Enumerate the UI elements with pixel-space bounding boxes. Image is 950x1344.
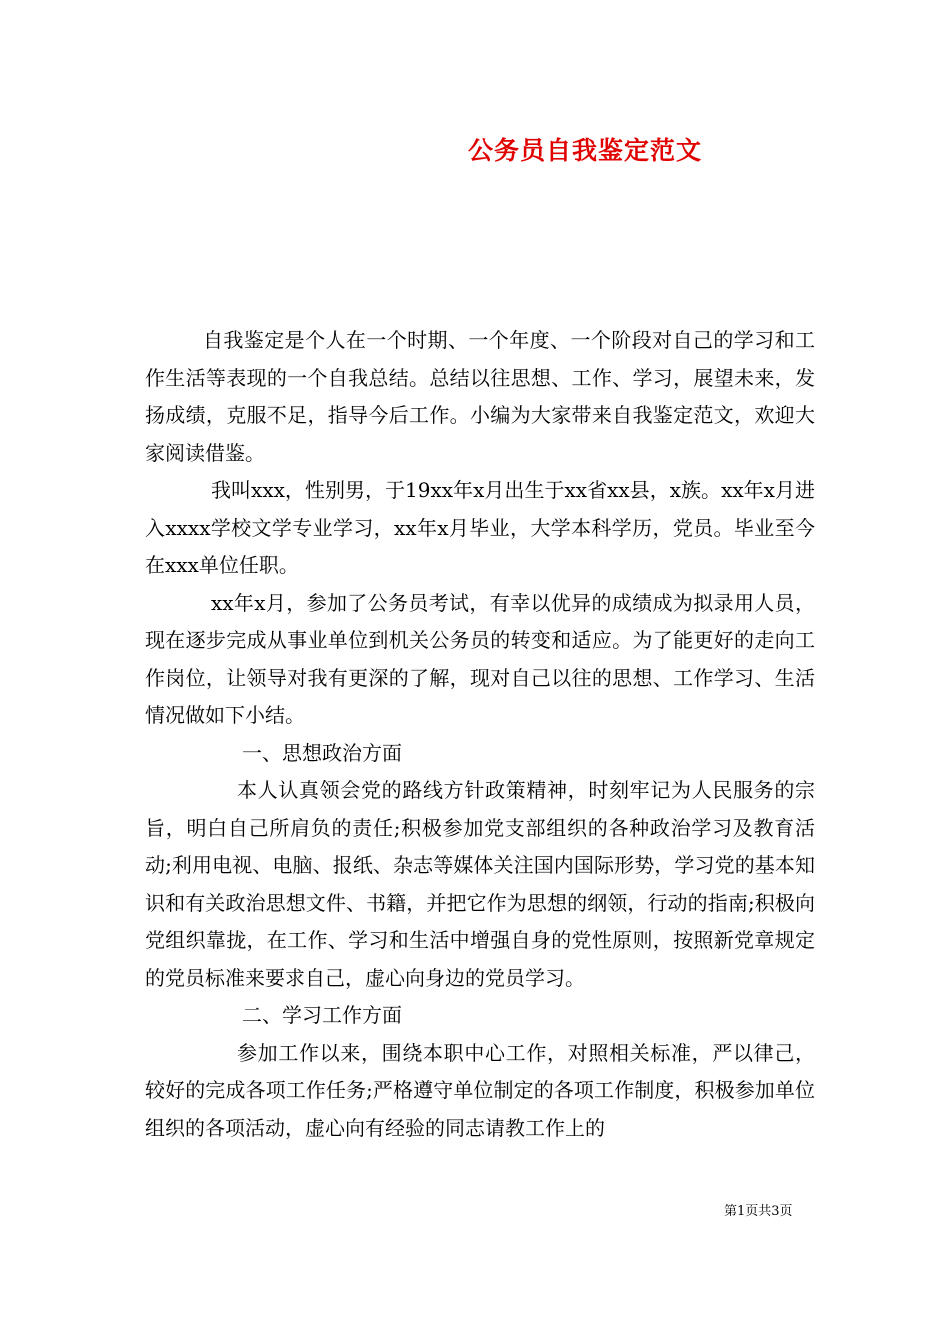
personal-info-paragraph: 我叫xxx，性别男，于19xx年x月出生于xx省xx县，x族。xx年x月进入xxxx学校文学专业学习，xx年x月毕业，大学本科学历，党员。毕业至今在xxx单位任职。 [145,478,815,577]
page-number: 第1页共3页 [724,1204,793,1219]
intro-paragraph: 自我鉴定是个人在一个时期、一个年度、一个阶段对自己的学习和工作生活等表现的一个自我总结。总结以往思想、工作、学习，展望未来，发扬成绩，克服不足，指导今后工作。小编为大家带来自我鉴定范文，欢迎大家阅读借鉴。 [145,328,815,465]
section-heading-politics: 一、思想政治方面 [242,740,402,765]
section-text-work: 参加工作以来，围绕本职中心工作，对照相关标准，严以律己，较好的完成各项工作任务;严格遵守单位制定的各项工作制度，积极参加单位组织的各项活动，虚心向有经验的同志请教工作上的 [145,1040,815,1140]
document-body [145,322,815,1147]
exam-paragraph: xx年x月，参加了公务员考试，有幸以优异的成绩成为拟录用人员，现在逐步完成从事业单位到机关公务员的转变和适应。为了能更好的走向工作岗位，让领导对我有更深的了解，现对自己以往的思想、工作学习、生活情况做如下小结。 [145,590,815,727]
section-text-politics: 本人认真领会党的路线方针政策精神，时刻牢记为人民服务的宗旨，明白自己所肩负的责任;积极参加党支部组织的各种政治学习及教育活动;利用电视、电脑、报纸、杂志等媒体关注国内国际形势，学习党的基本知识和有关政治思想文件、书籍，并把它作为思想的纲领，行动的指南;积极向党组织靠拢，在工作、学习和生活中增强自身的党性原则，按照新党章规定的党员标准来要求自己，虚心向身边的党员学习。 [145,778,815,990]
section-heading-work: 二、学习工作方面 [242,1003,402,1027]
document-title: 公务员自我鉴定范文 [467,136,702,165]
